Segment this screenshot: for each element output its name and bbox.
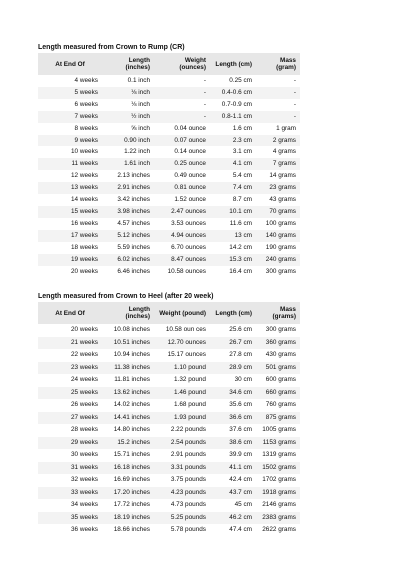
cell-length-inches: 10.94 inches	[113, 351, 150, 358]
cell-at-end-of: 13 weeks	[38, 182, 102, 194]
crown-heel-table	[38, 302, 300, 537]
crown-rump-table-title: Length measured from Crown to Rump (CR)	[38, 44, 185, 51]
cell-weight: 0.25 ounce	[154, 158, 210, 170]
cell-length-inches: 6.46 inches	[117, 267, 150, 275]
cell-weight: 1.93 pound	[154, 412, 210, 425]
header-mass-gram: Mass (gram)	[256, 53, 300, 75]
cell-length-inches: 5.59 inches	[117, 243, 150, 251]
cell-at-end-of: 26 weeks	[71, 401, 98, 408]
cell-weight: 5.25 pounds	[154, 512, 210, 525]
table-row	[38, 123, 300, 135]
cell-length-cm: 34.6 cm	[210, 387, 256, 400]
cell-mass: 760 grams	[265, 401, 296, 408]
cell-at-end-of: 25 weeks	[38, 387, 102, 400]
cell-weight: 0.49 ounce	[174, 172, 206, 180]
cell-length-cm: 28.9 cm	[210, 362, 256, 375]
cell-length-cm: 37.6 cm	[229, 426, 252, 433]
cell-length-cm: 41.1 cm	[210, 462, 256, 475]
cell-length-cm: 5.4 cm	[232, 172, 252, 180]
cell-length-cm: 4.1 cm	[210, 158, 256, 170]
table-header-row	[38, 302, 300, 324]
cell-weight: 0.14 ounce	[174, 148, 206, 156]
cell-weight: -	[203, 77, 206, 84]
cell-mass: 23 grams	[256, 182, 300, 194]
cell-length-cm: 45 cm	[234, 501, 252, 508]
cell-weight: 4.73 pounds	[170, 501, 206, 508]
cell-length-cm: 43.7 cm	[210, 487, 256, 500]
cell-at-end-of: 9 weeks	[38, 135, 102, 147]
cell-at-end-of: 33 weeks	[38, 487, 102, 500]
cell-at-end-of: 10 weeks	[71, 148, 98, 156]
cell-at-end-of: 16 weeks	[71, 219, 98, 227]
cell-weight: -	[154, 87, 210, 99]
table-row	[38, 349, 300, 362]
cell-length-inches: 16.69 inches	[113, 476, 150, 483]
cell-mass: 7 grams	[256, 158, 300, 170]
cell-mass: 360 grams	[256, 337, 300, 350]
table-row	[38, 158, 300, 170]
cell-mass: 1702 grams	[262, 476, 296, 483]
cell-length-cm: 0.25 cm	[229, 77, 252, 84]
cell-length-cm: 42.4 cm	[229, 476, 252, 483]
cell-at-end-of: 14 weeks	[71, 196, 98, 204]
cell-weight: 2.54 pounds	[154, 437, 210, 450]
cell-mass: 70 grams	[256, 206, 300, 218]
cell-length-inches: 17.20 inches	[102, 487, 154, 500]
cell-weight: 10.58 oun ces	[165, 326, 206, 333]
cell-mass: 100 grams	[265, 219, 296, 227]
header-length-cm: Length (cm)	[210, 302, 256, 324]
cell-mass: 1319 grams	[262, 451, 296, 458]
cell-mass: -	[293, 100, 296, 108]
cell-length-inches: 3.98 inches	[102, 206, 154, 218]
cell-length-inches: 0.90 inch	[102, 135, 154, 147]
table-row	[38, 412, 300, 425]
cell-weight: -	[154, 111, 210, 123]
cell-mass: 300 grams	[265, 267, 296, 275]
cell-mass: -	[256, 87, 300, 99]
table-row	[38, 266, 300, 278]
cell-length-inches: 15.71 inches	[113, 451, 150, 458]
cell-at-end-of: 36 weeks	[71, 526, 98, 533]
cell-at-end-of: 20 weeks	[71, 326, 98, 333]
cell-weight: 12.70 ounces	[154, 337, 210, 350]
cell-at-end-of: 29 weeks	[38, 437, 102, 450]
cell-mass: 600 grams	[265, 376, 296, 383]
cell-weight: 1.68 pound	[174, 401, 206, 408]
cell-length-inches: 11.38 inches	[102, 362, 154, 375]
cell-weight: 4.23 pounds	[154, 487, 210, 500]
cell-length-cm: 47.4 cm	[229, 526, 252, 533]
cell-length-inches: 1.61 inch	[102, 158, 154, 170]
cell-mass: 2383 grams	[256, 512, 300, 525]
cell-weight: 1.10 pound	[154, 362, 210, 375]
table-row	[38, 324, 300, 337]
cell-length-inches: 1.22 inch	[124, 148, 150, 156]
cell-weight: 4.94 ounces	[154, 230, 210, 242]
cell-mass: 660 grams	[256, 387, 300, 400]
cell-length-inches: 13.62 inches	[102, 387, 154, 400]
table-row	[38, 424, 300, 437]
cell-length-cm: 0.7-0.9 cm	[221, 100, 252, 108]
cell-mass: -	[293, 77, 296, 84]
cell-at-end-of: 21 weeks	[38, 337, 102, 350]
cell-length-cm: 27.8 cm	[229, 351, 252, 358]
crown-heel-table-title: Length measured from Crown to Heel (after 20 week)	[38, 293, 214, 300]
cell-length-inches: 0.1 inch	[127, 77, 150, 84]
cell-mass: 240 grams	[256, 254, 300, 266]
cell-weight: 0.81 ounce	[154, 182, 210, 194]
cell-length-cm: 36.6 cm	[210, 412, 256, 425]
cell-weight: 2.22 pounds	[170, 426, 206, 433]
cell-at-end-of: 8 weeks	[74, 124, 98, 132]
cell-length-cm: 35.6 cm	[229, 401, 252, 408]
cell-weight: -	[203, 100, 206, 108]
table-row	[38, 146, 300, 158]
cell-weight: 0.07 ounce	[154, 135, 210, 147]
table-row	[38, 218, 300, 230]
cell-at-end-of: 24 weeks	[71, 376, 98, 383]
cell-at-end-of: 7 weeks	[38, 111, 102, 123]
table-row	[38, 87, 300, 99]
table-row	[38, 337, 300, 350]
cell-length-inches: 14.80 inches	[113, 426, 150, 433]
cell-weight: 1.52 ounce	[174, 196, 206, 204]
cell-length-inches: 2.91 inches	[102, 182, 154, 194]
cell-length-inches: 11.81 inches	[114, 376, 150, 383]
cell-weight: 5.78 pounds	[170, 526, 206, 533]
cell-at-end-of: 11 weeks	[38, 158, 102, 170]
cell-length-cm: 1.6 cm	[232, 124, 252, 132]
cell-mass: -	[256, 111, 300, 123]
table-row	[38, 362, 300, 375]
table-row	[38, 474, 300, 487]
header-length-inches: Length (inches)	[102, 302, 154, 324]
cell-length-cm: 25.6 cm	[229, 326, 252, 333]
cell-at-end-of: 20 weeks	[71, 267, 98, 275]
cell-length-cm: 10.1 cm	[210, 206, 256, 218]
cell-at-end-of: 4 weeks	[74, 77, 98, 84]
table-row	[38, 230, 300, 242]
cell-at-end-of: 35 weeks	[38, 512, 102, 525]
cell-weight: 10.58 ounces	[167, 267, 206, 275]
cell-weight: 1.46 pound	[154, 387, 210, 400]
cell-mass: 14 grams	[269, 172, 296, 180]
header-length-cm: Length (cm)	[210, 53, 256, 75]
cell-length-inches: ½ inch	[102, 111, 154, 123]
cell-length-inches: 4.57 inches	[117, 219, 150, 227]
cell-length-cm: 38.6 cm	[210, 437, 256, 450]
table-header-row	[38, 53, 300, 75]
cell-length-inches: 14.02 inches	[113, 401, 150, 408]
cell-length-inches: ⅝ inch	[131, 124, 150, 132]
cell-length-inches: 5.12 inches	[102, 230, 154, 242]
cell-mass: 1005 grams	[262, 426, 296, 433]
cell-at-end-of: 28 weeks	[71, 426, 98, 433]
header-mass-grams: Mass (grams)	[256, 302, 300, 324]
cell-mass: 43 grams	[269, 196, 296, 204]
cell-length-inches: ⅛ inch	[131, 100, 150, 108]
cell-length-cm: 2.3 cm	[210, 135, 256, 147]
table-row	[38, 449, 300, 462]
cell-length-inches: 16.18 inches	[102, 462, 154, 475]
cell-mass: 875 grams	[256, 412, 300, 425]
cell-weight: 1.32 pound	[174, 376, 206, 383]
table-row	[38, 135, 300, 147]
cell-weight: 6.70 ounces	[171, 243, 206, 251]
cell-length-inches: 17.72 inches	[113, 501, 150, 508]
cell-mass: 1 gram	[276, 124, 296, 132]
cell-at-end-of: 34 weeks	[71, 501, 98, 508]
cell-length-cm: 0.8-1.1 cm	[210, 111, 256, 123]
cell-length-inches: 18.66 inches	[113, 526, 150, 533]
cell-length-cm: 3.1 cm	[232, 148, 252, 156]
cell-length-inches: 10.51 inches	[102, 337, 154, 350]
cell-at-end-of: 19 weeks	[38, 254, 102, 266]
cell-at-end-of: 30 weeks	[71, 451, 98, 458]
table-row	[38, 399, 300, 412]
cell-length-inches: 14.41 inches	[102, 412, 154, 425]
header-at-end-of: At End Of	[38, 53, 102, 75]
table-row	[38, 462, 300, 475]
table-row	[38, 206, 300, 218]
cell-length-cm: 15.3 cm	[210, 254, 256, 266]
crown-rump-table	[38, 53, 300, 277]
cell-at-end-of: 15 weeks	[38, 206, 102, 218]
table-row	[38, 487, 300, 500]
cell-at-end-of: 22 weeks	[71, 351, 98, 358]
cell-at-end-of: 32 weeks	[71, 476, 98, 483]
cell-length-inches: 3.42 inches	[117, 196, 150, 204]
table-row	[38, 194, 300, 206]
cell-weight: 0.04 ounce	[174, 124, 206, 132]
cell-length-inches: 15.2 inches	[102, 437, 154, 450]
cell-length-inches: 2.13 inches	[117, 172, 150, 180]
cell-length-inches: 18.19 inches	[102, 512, 154, 525]
table-row	[38, 182, 300, 194]
header-weight-pound: Weight (pound)	[154, 302, 210, 324]
cell-mass: 140 grams	[256, 230, 300, 242]
cell-mass: 2 grams	[256, 135, 300, 147]
cell-mass: 1502 grams	[256, 462, 300, 475]
cell-weight: 8.47 ounces	[154, 254, 210, 266]
cell-weight: 3.53 ounces	[171, 219, 206, 227]
cell-length-cm: 26.7 cm	[210, 337, 256, 350]
cell-length-cm: 11.6 cm	[229, 219, 252, 227]
cell-length-cm: 16.4 cm	[229, 267, 252, 275]
cell-length-cm: 14.2 cm	[229, 243, 252, 251]
cell-mass: 4 grams	[272, 148, 296, 156]
cell-at-end-of: 17 weeks	[38, 230, 102, 242]
cell-length-cm: 30 cm	[234, 376, 252, 383]
cell-weight: 2.47 ounces	[154, 206, 210, 218]
cell-at-end-of: 6 weeks	[74, 100, 98, 108]
cell-length-inches: 10.08 inches	[113, 326, 150, 333]
cell-length-cm: 13 cm	[210, 230, 256, 242]
cell-mass: 501 grams	[256, 362, 300, 375]
table-row	[38, 111, 300, 123]
cell-weight: 15.17 ounces	[167, 351, 206, 358]
table-row	[38, 170, 300, 182]
cell-at-end-of: 5 weeks	[38, 87, 102, 99]
cell-mass: 300 grams	[265, 326, 296, 333]
table-row	[38, 374, 300, 387]
cell-length-cm: 8.7 cm	[232, 196, 252, 204]
table-row	[38, 75, 300, 87]
cell-length-cm: 0.4-0.6 cm	[210, 87, 256, 99]
table-row	[38, 254, 300, 266]
cell-at-end-of: 23 weeks	[38, 362, 102, 375]
table-row	[38, 524, 300, 537]
cell-mass: 430 grams	[265, 351, 296, 358]
header-weight-ounces: Weight (ounces)	[154, 53, 210, 75]
cell-at-end-of: 31 weeks	[38, 462, 102, 475]
cell-at-end-of: 12 weeks	[71, 172, 98, 180]
cell-length-inches: ⅛ inch	[102, 87, 154, 99]
cell-mass: 2622 grams	[262, 526, 296, 533]
table-row	[38, 437, 300, 450]
cell-length-cm: 39.9 cm	[229, 451, 252, 458]
table-row	[38, 512, 300, 525]
cell-length-inches: 6.02 inches	[102, 254, 154, 266]
cell-mass: 190 grams	[265, 243, 296, 251]
cell-at-end-of: 18 weeks	[71, 243, 98, 251]
cell-weight: 3.75 pounds	[170, 476, 206, 483]
cell-mass: 1918 grams	[256, 487, 300, 500]
cell-length-cm: 7.4 cm	[210, 182, 256, 194]
cell-weight: 3.31 pounds	[154, 462, 210, 475]
table-row	[38, 499, 300, 512]
table-row	[38, 387, 300, 400]
cell-weight: 2.91 pounds	[170, 451, 206, 458]
header-length-inches: Length (inches)	[102, 53, 154, 75]
cell-mass: 2146 grams	[262, 501, 296, 508]
cell-at-end-of: 27 weeks	[38, 412, 102, 425]
cell-length-cm: 46.2 cm	[210, 512, 256, 525]
cell-mass: 1153 grams	[256, 437, 300, 450]
table-row	[38, 242, 300, 254]
table-row	[38, 99, 300, 111]
header-at-end-of: At End Of	[38, 302, 102, 324]
